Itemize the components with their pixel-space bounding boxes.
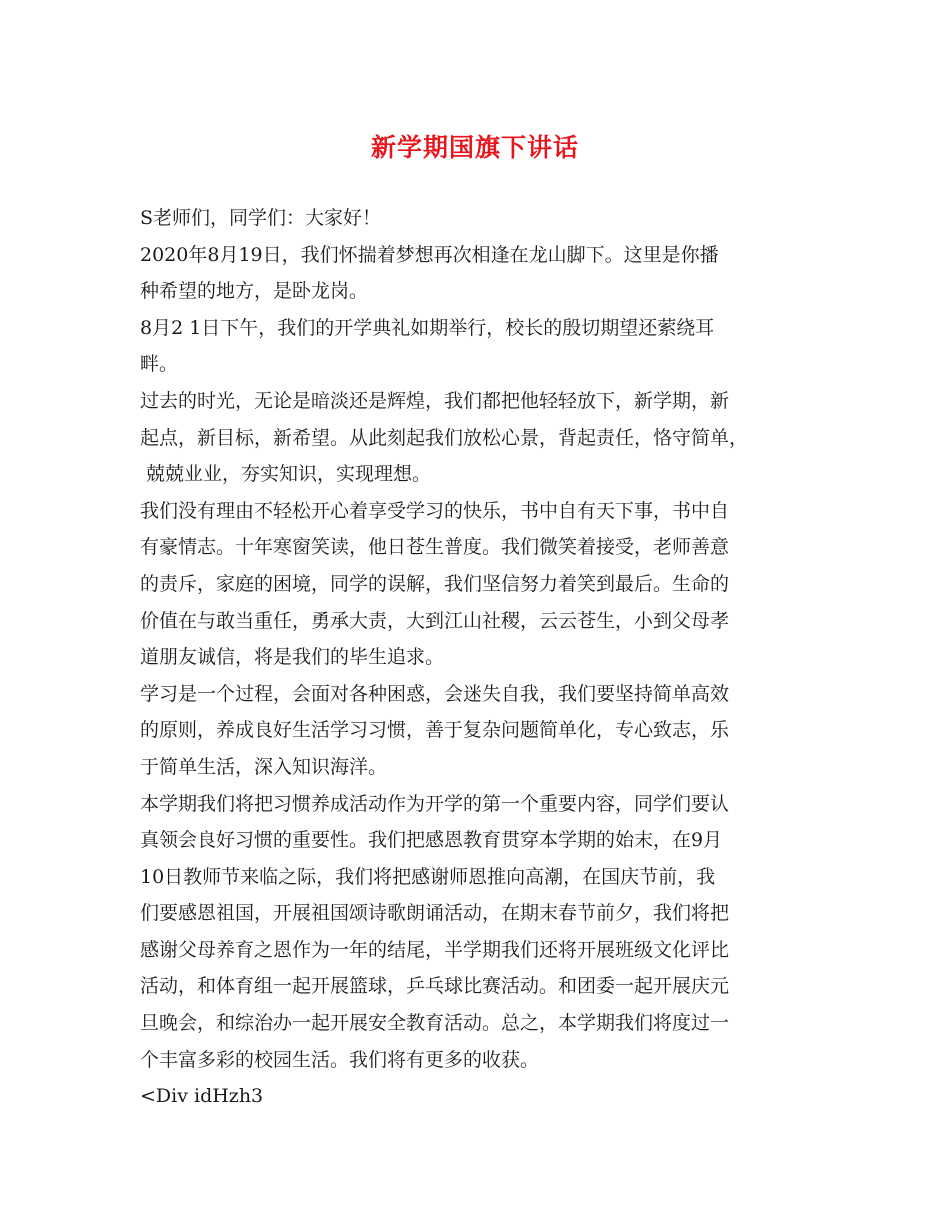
document-title: 新学期国旗下讲话	[370, 133, 579, 162]
text-line: 种希望的地方，是卧龙岗。	[140, 280, 369, 303]
text-line: 活动，和体育组一起开展篮球，乒乓球比赛活动。和团委一起开展庆元	[140, 975, 730, 998]
text-line: 2020年8月19日，我们怀揣着梦想再次相逢在龙山脚下。这里是你播	[140, 243, 719, 266]
text-line: 我们没有理由不轻松开心着享受学习的快乐，书中自有天下事，书中自	[140, 499, 730, 522]
text-line: 价值在与敢当重任，勇承大责，大到江山社稷，云云苍生，小到父母孝	[140, 609, 730, 632]
text-line: S老师们，同学们：大家好！	[140, 207, 382, 229]
text-line: 个丰富多彩的校园生活。我们将有更多的收获。	[140, 1048, 540, 1071]
text-line: 的责斥，家庭的困境，同学的误解，我们坚信努力着笑到最后。生命的	[140, 572, 730, 595]
text-line: 感谢父母养育之恩作为一年的结尾，半学期我们还将开展班级文化评比	[140, 938, 730, 961]
text-line: 兢兢业业，夯实知识，实现理想。	[140, 463, 432, 486]
text-line: 们要感恩祖国，开展祖国颂诗歌朗诵活动，在期末春节前夕，我们将把	[140, 902, 730, 925]
text-line: 道朋友诚信，将是我们的毕生追求。	[140, 646, 445, 669]
text-line: 于简单生活，深入知识海洋。	[140, 755, 388, 778]
text-line: 真领会良好习惯的重要性。我们把感恩教育贯穿本学期的始末，在9月	[140, 829, 723, 852]
text-line: 有豪情志。十年寒窗笑读，他日苍生普度。我们微笑着接受，老师善意	[140, 536, 730, 559]
text-line: 8月2 1日下午，我们的开学典礼如期举行，校长的殷切期望还萦绕耳	[140, 316, 715, 339]
text-line: 起点，新目标，新希望。从此刻起我们放松心景，背起责任，恪守简单，	[140, 426, 749, 449]
text-line: 本学期我们将把习惯养成活动作为开学的第一个重要内容，同学们要认	[140, 792, 730, 815]
text-line: 畔。	[140, 353, 179, 376]
document-body	[140, 200, 820, 1115]
text-line: 旦晚会，和综治办一起开展安全教育活动。总之，本学期我们将度过一	[140, 1012, 730, 1035]
text-line: 学习是一个过程，会面对各种困惑，会迷失自我，我们要坚持简单高效	[140, 682, 730, 705]
text-line: 的原则，养成良好生活学习习惯，善于复杂问题简单化，专心致志，乐	[140, 719, 730, 742]
text-line: 10日教师节来临之际，我们将把感谢师恩推向高潮，在国庆节前，我	[140, 865, 716, 888]
text-line: <Div idHzh3	[140, 1085, 264, 1108]
text-line: 过去的时光，无论是暗淡还是辉煌，我们都把他轻轻放下，新学期，新	[140, 389, 730, 412]
